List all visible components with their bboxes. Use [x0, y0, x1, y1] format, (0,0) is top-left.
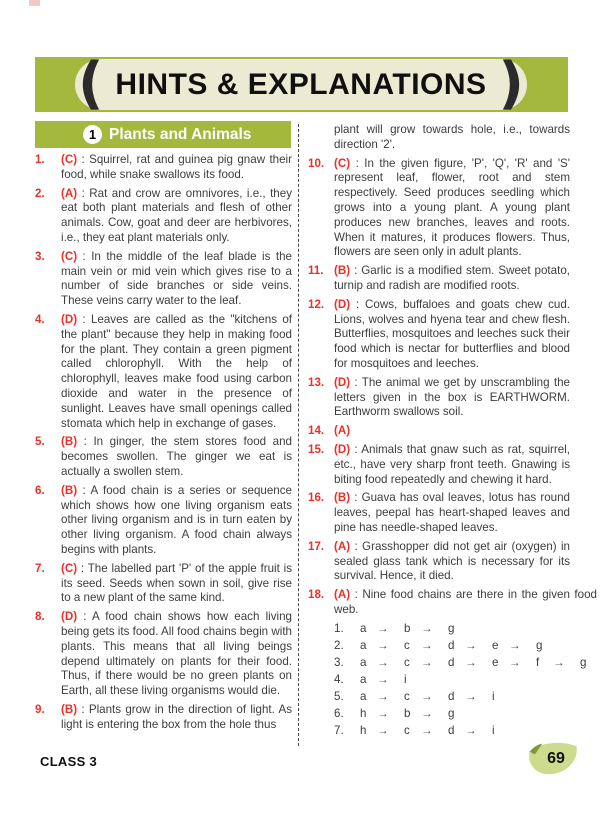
- item-number: 3.: [35, 249, 45, 263]
- item-number: 7.: [35, 561, 45, 575]
- item-number: 8.: [35, 610, 45, 624]
- item-number: 5.: [35, 435, 45, 449]
- arrow-icon: →: [421, 655, 433, 669]
- explanation-item: [308, 443, 570, 487]
- item-text: (D) : The animal we get by unscrambling the letters given in the box is EARTHWORM. Earthworm swallows soil.: [334, 375, 570, 419]
- food-chain-list: [334, 621, 597, 740]
- chain-node: i: [492, 689, 495, 703]
- explanation-item: [35, 435, 292, 479]
- explanation-item: [308, 424, 570, 439]
- item-text: (D) : Leaves are called as the "kitchens of the plant" because they help in making food for the plant. They contain a green pigment called chlorophyll. With the help of chlorophyll, leaves make food using carbon dioxide and water in the presence of sunlight. Leaves have small openings called stomata which help in exchange of gases.: [61, 312, 292, 430]
- explanation-item: [35, 610, 292, 699]
- item-text: (D) : A food chain shows how each living being gets its food. All food chains begin with plants. This means that all living beings depend ultimately on plants for their food. Thus, if there would be no green plants on Earth, all these living organisms would die.: [61, 610, 292, 698]
- answer-letter: (D): [61, 312, 78, 326]
- chain-node: g: [536, 638, 543, 652]
- item-text: (B) : Plants grow in the direction of light. As light is entering the box from the hole thus: [61, 702, 292, 731]
- explanation-item: [35, 250, 292, 309]
- explanation-item: [308, 264, 570, 294]
- explanation-item: [35, 484, 292, 558]
- explanation-item: [308, 588, 597, 740]
- item-text: (B) : Garlic is a modified stem. Sweet potato, turnip and radish are modified roots.: [334, 264, 570, 292]
- item-text: (C) : The labelled part 'P' of the apple fruit is its seed. Seeds when sown in soil, give rise to a new plant of the same kind.: [61, 561, 292, 605]
- right-paren-decor: ): [498, 50, 524, 116]
- chain-node: a: [360, 638, 367, 652]
- item-number: 4.: [35, 312, 45, 326]
- item-number: 17.: [308, 539, 325, 553]
- chain-node: d: [448, 689, 455, 703]
- explanation-item: [35, 562, 292, 606]
- chain-node: a: [360, 689, 367, 703]
- item-number: 11.: [308, 264, 324, 278]
- answer-letter: (B): [61, 702, 78, 716]
- item-text: (C) : Squirrel, rat and guinea pig gnaw their food, while snake swallows its food.: [61, 153, 292, 181]
- arrow-icon: →: [421, 706, 433, 720]
- explanation-item: [308, 540, 570, 584]
- food-chain-row: [334, 655, 597, 672]
- chapter-title: Plants and Animals: [109, 125, 252, 143]
- page-number-leaf: [526, 740, 580, 778]
- item-number: 14.: [308, 424, 325, 438]
- answer-letter: (B): [334, 264, 351, 278]
- answer-letter: (D): [334, 297, 351, 311]
- arrow-icon: →: [465, 655, 477, 669]
- registration-mark: [29, 0, 40, 6]
- answer-letter: (B): [61, 483, 78, 497]
- item-number: 9.: [35, 702, 45, 716]
- item-text: (B) : A food chain is a series or sequence which shows how one living organism eats other living organism and is in turn eaten by other living organism. A food chain always begins with plants.: [61, 483, 292, 556]
- hints-banner: [35, 50, 568, 116]
- explanation-item: [308, 157, 570, 261]
- page-number: 69: [547, 750, 565, 767]
- explanation-item: [35, 703, 292, 733]
- answer-letter: (D): [61, 610, 78, 624]
- chain-node: d: [448, 638, 455, 652]
- right-column: [308, 123, 597, 744]
- arrow-icon: →: [553, 655, 565, 669]
- chain-node: c: [404, 638, 410, 652]
- arrow-icon: →: [421, 723, 433, 737]
- answer-letter: (A): [61, 186, 78, 200]
- item-text: [334, 424, 570, 439]
- banner-pill: [75, 50, 527, 116]
- answer-letter: (A): [334, 539, 351, 553]
- answer-letter: (A): [334, 424, 351, 438]
- chain-node: h: [360, 706, 367, 720]
- answer-letter: (C): [61, 561, 78, 575]
- answer-letter: (C): [334, 156, 351, 170]
- arrow-icon: →: [377, 621, 389, 635]
- chain-node: g: [448, 706, 455, 720]
- item-number: 10.: [308, 156, 325, 170]
- arrow-icon: →: [377, 672, 389, 686]
- explanation-item: [35, 313, 292, 431]
- chain-node: c: [404, 689, 410, 703]
- chain-number: 3.: [334, 655, 344, 669]
- chain-node: e: [492, 655, 499, 669]
- chain-node: b: [404, 621, 411, 635]
- item-number: 1.: [35, 153, 45, 166]
- answer-letter: (C): [61, 249, 78, 263]
- item-text: (B) : Guava has oval leaves, lotus has round leaves, peepal has heart-shaped leaves and pine has needle-shaped leaves.: [334, 491, 570, 534]
- item-text: (D) : Cows, buffaloes and goats chew cud. Lions, wolves and hyena tear and chew flesh. Butterflies, mosquitoes and leeches suck their food which is nectar for butterflies and blood for mosquitoes and leeches.: [334, 297, 570, 370]
- food-chain-row: [334, 672, 597, 689]
- chain-node: h: [360, 723, 367, 737]
- item-text: (A) : Grasshopper did not get air (oxygen) in sealed glass tank which is necessary for its survival. Hence, it died.: [334, 539, 570, 583]
- answer-letter: (B): [334, 491, 351, 505]
- item-text: (A) : Rat and crow are omnivores, i.e., they eat both plant materials and flesh of other animals. Cow, goat and deer are herbivores, i.e., they eat plant materials only.: [61, 186, 292, 244]
- chain-node: g: [448, 621, 455, 635]
- item-number: 6.: [35, 483, 45, 497]
- chain-node: i: [492, 723, 495, 737]
- chain-number: 6.: [334, 706, 344, 720]
- left-column-items: [35, 153, 292, 736]
- chain-node: c: [404, 723, 410, 737]
- chain-node: b: [404, 706, 411, 720]
- chain-number: 5.: [334, 689, 344, 703]
- item-number: 15.: [308, 442, 325, 456]
- food-chain-row: [334, 689, 597, 706]
- left-paren-decor: (: [78, 50, 104, 116]
- chain-node: a: [360, 621, 367, 635]
- chain-number: 2.: [334, 638, 344, 652]
- class-label: CLASS 3: [40, 754, 98, 769]
- answer-letter: (C): [61, 153, 78, 166]
- page-title: HINTS & EXPLANATIONS: [115, 67, 487, 101]
- arrow-icon: →: [377, 655, 389, 669]
- arrow-icon: →: [377, 689, 389, 703]
- chain-number: 1.: [334, 621, 344, 635]
- item-text: (C) : In the given figure, 'P', 'Q', 'R' and 'S' represent leaf, flower, root and stem respectively. Seed produces seedling which grows into a young plant. A young plant produces new branches, leaves and roots. When it matures, it produces flowers. Thus, flowers are seen only in adult plants.: [334, 156, 570, 259]
- item-number: 16.: [308, 491, 325, 505]
- item-number: 2.: [35, 186, 45, 200]
- arrow-icon: →: [509, 655, 521, 669]
- arrow-icon: →: [465, 689, 477, 703]
- arrow-icon: →: [509, 638, 521, 652]
- food-chain-row: [334, 638, 597, 655]
- arrow-icon: →: [421, 621, 433, 635]
- chain-node: g: [580, 655, 587, 669]
- answer-letter: (B): [61, 435, 78, 449]
- arrow-icon: →: [377, 723, 389, 737]
- chapter-header: [35, 121, 291, 148]
- answer-letter: (A): [334, 588, 351, 602]
- item-number: 18.: [308, 588, 325, 602]
- chain-number: 4.: [334, 672, 344, 686]
- arrow-icon: →: [377, 638, 389, 652]
- explanation-item: [35, 187, 292, 246]
- arrow-icon: →: [421, 689, 433, 703]
- food-chain-row: [334, 723, 597, 740]
- item-text: (B) : In ginger, the stem stores food and becomes swollen. The ginger we eat is actually a swollen stem.: [61, 435, 292, 478]
- right-column-items: [308, 156, 597, 740]
- chain-node: e: [492, 638, 499, 652]
- food-chain-row: [334, 621, 597, 638]
- item-text: (D) : Animals that gnaw such as rat, squirrel, etc., have very sharp front teeth. Gnawing is biting food repeatedly and chewing it hard.: [334, 442, 570, 486]
- column-divider: [298, 124, 299, 746]
- explanation-item: [308, 298, 570, 372]
- arrow-icon: →: [377, 706, 389, 720]
- chain-node: a: [360, 672, 367, 686]
- chain-node: d: [448, 723, 455, 737]
- arrow-icon: →: [465, 638, 477, 652]
- answer-letter: (D): [334, 442, 351, 456]
- arrow-icon: →: [421, 638, 433, 652]
- explanation-item: [308, 491, 570, 535]
- chain-node: a: [360, 655, 367, 669]
- item-number: 12.: [308, 297, 325, 311]
- explanation-item: [308, 376, 570, 420]
- chapter-number-badge: 1: [83, 125, 102, 144]
- chain-node: c: [404, 655, 410, 669]
- answer-letter: (D): [334, 375, 351, 389]
- item-number: 13.: [308, 375, 325, 389]
- chain-node: f: [536, 655, 540, 669]
- explanation-item: [35, 153, 292, 183]
- food-chain-row: [334, 706, 597, 723]
- arrow-icon: →: [465, 723, 477, 737]
- continuation-paragraph: plant will grow towards hole, i.e., towards direction '2'.: [334, 123, 570, 151]
- chain-node: i: [404, 672, 407, 686]
- item-text: (C) : In the middle of the leaf blade is the main vein or mid vein which gives rise to a number of side branches or side veins. These veins carry water to the leaf.: [61, 249, 292, 308]
- chain-number: 7.: [334, 723, 344, 737]
- chain-node: d: [448, 655, 455, 669]
- item-text: (A) : Nine food chains are there in the given food web. 1. a → b → g 2. a → c → d → e → g 3. a → c → d → e → f → g 4. a → i 5. a → c → d → i 6. h → b → g 7. h → c → d → i: [334, 588, 597, 740]
